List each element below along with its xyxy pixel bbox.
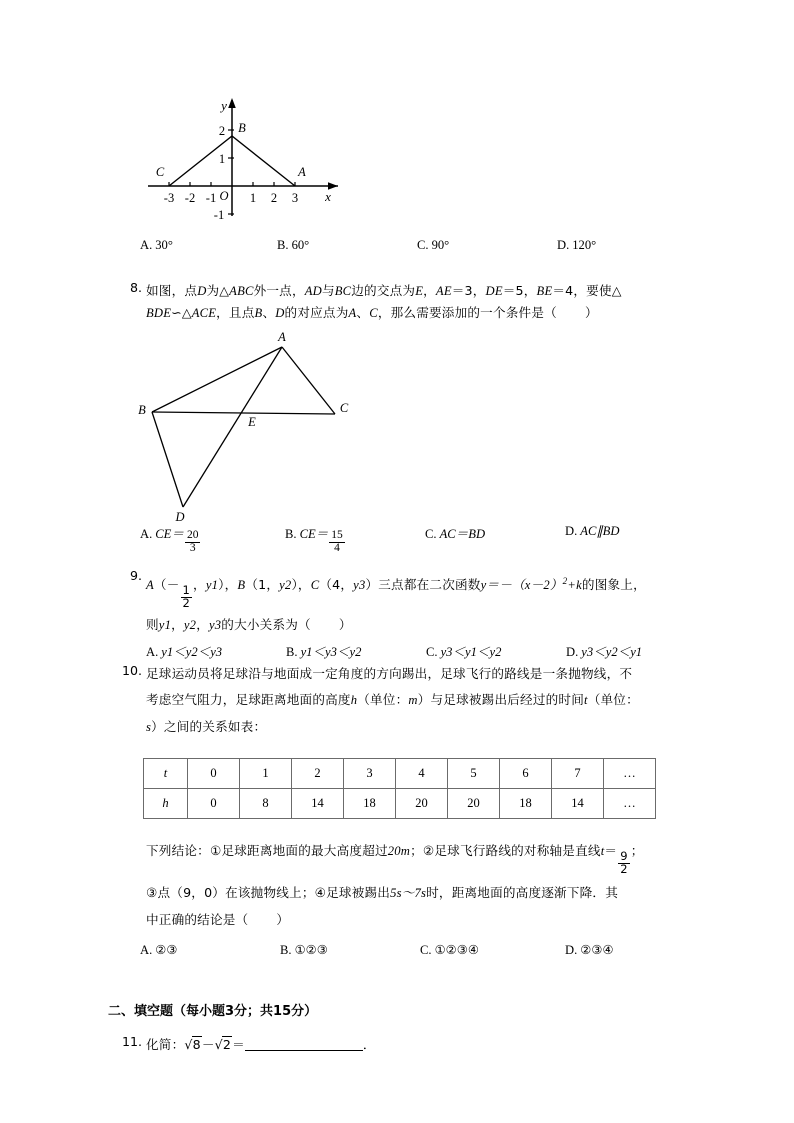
vertex-label-C: C xyxy=(339,401,349,415)
q8-option-c[interactable] xyxy=(425,523,565,542)
q10-l2-c: ）与足球被踢出后经过的时间 xyxy=(417,692,585,707)
q8-option-d-value: AC∥BD xyxy=(580,524,620,538)
q9-comma-1: ， xyxy=(193,577,206,593)
q8-l1-t1: 如图，点 xyxy=(146,283,198,298)
point-label-B: B xyxy=(238,121,246,135)
q8-l1-t3: 外一点， xyxy=(253,283,305,298)
table-cell-t-2: 2 xyxy=(292,759,344,789)
q10-l2-a: 考虑空气阻力，足球距离地面的高度 xyxy=(146,692,351,707)
q10-option-a-value: ②③ xyxy=(155,942,178,957)
q9-options xyxy=(146,641,688,660)
q8-l2-t1: ，且点 xyxy=(216,305,255,320)
q10-concl-c: ③点（9，0）在该抛物线上；④足球被踢出 xyxy=(146,884,391,900)
q8-option-b-label: B. xyxy=(285,527,297,541)
table-cell-h-1: 8 xyxy=(240,789,292,819)
q9-line-2 xyxy=(146,614,688,636)
x-label--2: -2 xyxy=(184,191,196,205)
q10-conclusions xyxy=(146,838,691,930)
q10-body xyxy=(146,663,693,738)
q8-l1-t5: 边的交点为 xyxy=(351,283,416,298)
q9-option-c[interactable] xyxy=(426,641,566,660)
q8-l2-t5: ，那么需要添加的一个条件是（ xyxy=(377,305,557,320)
q9-point-C: C xyxy=(310,578,320,593)
q9-option-b-label: B. xyxy=(286,644,298,659)
table-cell-t-4: 4 xyxy=(396,759,448,789)
q8-number: 8. xyxy=(129,280,142,295)
q8-l2-t6: ） xyxy=(584,305,598,320)
table-cell-t-0: 0 xyxy=(188,759,240,789)
q9-cn-1: 三点都在二次函数 xyxy=(378,577,481,593)
q10-concl-fraction xyxy=(618,851,630,875)
q10-option-a[interactable] xyxy=(140,942,280,958)
q8-l2-tri: △ xyxy=(181,305,192,320)
segment-BD xyxy=(152,412,183,507)
q11-answer-blank[interactable] xyxy=(245,1039,363,1051)
q7-options-row xyxy=(140,238,670,253)
q8-options-row xyxy=(140,523,680,554)
q8-option-b-prefix: CE＝ xyxy=(299,527,329,541)
q8-option-a-label: A. xyxy=(140,527,153,541)
q9-y3: y3 xyxy=(353,578,366,593)
q7-option-a[interactable] xyxy=(140,238,277,253)
q8-option-b-denominator: 4 xyxy=(334,541,340,554)
table-cell-h-2: 14 xyxy=(292,789,344,819)
q10-concl-eq: ＝ xyxy=(604,843,618,858)
q8-l1-ABC: ABC xyxy=(229,284,254,298)
segment-BC xyxy=(152,412,335,414)
triangle-abc-d-svg xyxy=(130,332,400,522)
question-10 xyxy=(108,663,693,738)
table-cell-h-5: 20 xyxy=(448,789,500,819)
segment-AC xyxy=(282,347,335,414)
table-row-t xyxy=(144,759,656,789)
y-axis-label: y xyxy=(221,98,227,113)
q8-l1-BC: BC xyxy=(334,284,352,298)
x-label--3: -3 xyxy=(163,191,175,205)
q10-data-table xyxy=(143,758,656,819)
q10-option-d-label: D. xyxy=(565,943,578,957)
q10-l2-b: （单位： xyxy=(357,692,409,707)
figure-coordinate-plane-q7 xyxy=(130,88,360,233)
q10-option-a-label: A. xyxy=(140,943,153,957)
q8-l2-B: B xyxy=(254,306,263,320)
q8-option-b-fraction xyxy=(329,530,345,554)
q10-concl-line-3 xyxy=(146,909,691,930)
q10-option-c-value: ①②③④ xyxy=(434,942,479,957)
q10-concl-t: t xyxy=(600,844,605,858)
q9-option-a-value: y1＜y2＜y3 xyxy=(161,644,223,659)
q9-y2: y2 xyxy=(279,578,292,593)
table-cell-h-8: … xyxy=(604,789,656,819)
question-8 xyxy=(108,280,688,324)
question-11 xyxy=(108,1034,668,1055)
q9-paren-open: （－ xyxy=(153,577,180,593)
q7-option-b[interactable] xyxy=(277,238,417,253)
q9-l2-a: 则 xyxy=(146,616,159,632)
q9-close-2: ）， xyxy=(291,577,311,593)
table-cell-t-7: 7 xyxy=(552,759,604,789)
q9-l2-c2: ， xyxy=(196,616,209,632)
q9-eq-y: y xyxy=(480,578,487,593)
q8-line-1 xyxy=(146,280,688,302)
q8-l2-D: D xyxy=(275,306,285,320)
q8-l1-BE: BE xyxy=(536,284,553,298)
q9-l2-b: 的大小关系为（ xyxy=(221,616,311,632)
q9-body xyxy=(146,568,688,660)
q9-B-args: （1， xyxy=(245,577,280,593)
q10-concl-d: 时，距离地面的高度逐渐下降．其 xyxy=(426,884,619,900)
q8-l1-t4: 与 xyxy=(321,283,335,298)
q10-l2-d: （单位： xyxy=(587,692,639,707)
q8-l2-ACE: ACE xyxy=(191,306,217,320)
q10-unit-m: m xyxy=(408,693,418,707)
q9-line-1 xyxy=(146,568,688,610)
q8-option-a-prefix: CE＝ xyxy=(155,527,184,541)
q9-option-c-value: y3＜y1＜y2 xyxy=(440,644,502,659)
q9-y1: y1 xyxy=(205,578,219,593)
q7-option-a-value: 30° xyxy=(155,238,173,252)
q8-l2-sim: ∽ xyxy=(171,305,182,320)
q8-l1-t7: ＝3， xyxy=(451,283,486,298)
q8-l2-BDE: BDE xyxy=(146,306,172,320)
q8-option-a-numerator: 20 xyxy=(186,529,199,541)
q11-minus: － xyxy=(201,1037,215,1052)
q7-options xyxy=(140,238,670,253)
q8-option-b-numerator: 15 xyxy=(331,529,343,541)
table-cell-t-1: 1 xyxy=(240,759,292,789)
q11-number: 11. xyxy=(121,1034,142,1049)
q9-l2-y2: y2 xyxy=(183,617,197,632)
q7-option-c-value: 90° xyxy=(431,238,450,252)
q11-radicand-1: 8 xyxy=(192,1037,201,1052)
point-label-A: A xyxy=(298,165,306,179)
table-cell-h-6: 18 xyxy=(500,789,552,819)
x-label-3: 3 xyxy=(291,191,299,205)
table-header-h: h xyxy=(144,789,188,819)
q10-option-b[interactable] xyxy=(280,942,420,958)
q9-exponent: 2 xyxy=(562,576,568,586)
q9-plus-k: +k xyxy=(567,578,582,593)
q8-l2-A: A xyxy=(348,306,357,320)
segment-DA xyxy=(183,347,282,507)
question-9 xyxy=(108,568,688,660)
q9-fraction-half xyxy=(181,585,193,609)
q8-l1-D: D xyxy=(197,284,207,298)
q8-option-c-value: AC＝BD xyxy=(439,527,486,541)
q10-option-d-value: ②③④ xyxy=(580,942,614,957)
table-row-h xyxy=(144,789,656,819)
q8-l1-E: E xyxy=(415,284,424,298)
q9-l2-c: ） xyxy=(338,616,352,632)
q10-option-c-label: C. xyxy=(420,943,432,957)
q8-option-a-denominator: 3 xyxy=(189,541,196,554)
q9-option-a-label: A. xyxy=(146,644,159,659)
q10-concl-5s7s: 5s～7s xyxy=(390,885,427,900)
q9-l2-y1: y1 xyxy=(158,617,172,632)
q10-concl-20m: 20m xyxy=(387,844,411,858)
q10-option-b-value: ①②③ xyxy=(294,942,328,957)
y-label-1: 1 xyxy=(218,152,226,166)
q9-point-B: B xyxy=(237,578,246,593)
q11-radical-2 xyxy=(215,1037,232,1052)
x-axis-label: x xyxy=(325,189,331,204)
q11-body xyxy=(146,1034,668,1055)
q10-var-h: h xyxy=(350,693,358,707)
q8-options xyxy=(140,523,680,554)
q8-l2-t4: 、 xyxy=(356,305,370,320)
q11-equals: ＝ xyxy=(232,1037,245,1052)
q7-option-b-value: 60° xyxy=(291,238,310,252)
q7-option-c[interactable] xyxy=(417,238,557,253)
q7-option-a-label: A. xyxy=(140,238,153,252)
q10-concl-line-1 xyxy=(146,838,691,876)
q10-line-2 xyxy=(146,689,693,711)
q9-point-A: A xyxy=(146,578,154,593)
y-label--1: -1 xyxy=(213,208,225,222)
table-cell-h-0: 0 xyxy=(188,789,240,819)
q11-suffix: ． xyxy=(362,1037,376,1052)
q8-l2-C: C xyxy=(369,306,378,320)
q9-number: 9. xyxy=(129,568,142,583)
q8-l1-t8: ＝5， xyxy=(502,283,537,298)
q9-option-d[interactable] xyxy=(566,641,642,660)
q10-unit-s: s xyxy=(146,720,152,734)
q9-l2-c1: ， xyxy=(171,616,184,632)
point-label-C: C xyxy=(155,165,165,179)
vertex-label-A: A xyxy=(278,332,286,344)
q10-option-b-label: B. xyxy=(280,943,292,957)
x-label-1: 1 xyxy=(249,191,257,205)
q10-concl-f: ） xyxy=(276,911,290,927)
q8-l1-t6: ， xyxy=(423,283,436,298)
q8-option-d-label: D. xyxy=(565,524,578,538)
q9-option-d-label: D. xyxy=(566,644,579,659)
q8-l2-t3: 的对应点为 xyxy=(284,305,349,320)
table-header-t: t xyxy=(144,759,188,789)
q10-option-d[interactable] xyxy=(565,942,614,958)
table-cell-h-3: 18 xyxy=(344,789,396,819)
table-cell-h-7: 14 xyxy=(552,789,604,819)
q10-l3-b: ）之间的关系如表： xyxy=(151,719,267,734)
y-axis-arrow xyxy=(228,98,236,108)
q10-data-table-wrapper xyxy=(143,758,656,819)
q7-option-d-value: 120° xyxy=(572,238,597,252)
vertex-label-E: E xyxy=(248,415,256,429)
figure-triangle-q8 xyxy=(130,332,400,522)
q11-line xyxy=(146,1034,668,1055)
q10-option-c[interactable] xyxy=(420,942,565,958)
q10-concl-b: ；②足球飞行路线的对称轴是直线 xyxy=(410,843,601,858)
q9-cn-2: 的图象上， xyxy=(581,577,646,593)
q10-options xyxy=(140,942,685,958)
q8-l1-t2: 为△ xyxy=(206,283,230,298)
table-cell-h-4: 20 xyxy=(396,789,448,819)
q9-l2-y3: y3 xyxy=(208,617,222,632)
q8-option-a[interactable] xyxy=(140,523,285,554)
x-label-2: 2 xyxy=(270,191,278,205)
q8-option-c-label: C. xyxy=(425,527,437,541)
vertex-label-B: B xyxy=(138,403,146,417)
q9-eq-rest: ＝－（x－2） xyxy=(486,578,563,593)
q11-radicand-2: 2 xyxy=(222,1037,232,1052)
q8-l1-AD: AD xyxy=(304,284,322,298)
q10-line-3 xyxy=(146,716,693,738)
q9-option-b-value: y1＜y3＜y2 xyxy=(300,644,362,659)
q9-close-1: ）， xyxy=(218,577,238,593)
q9-option-a[interactable] xyxy=(146,641,286,660)
q9-option-b[interactable] xyxy=(286,641,426,660)
q8-option-a-fraction xyxy=(185,530,201,554)
q8-option-d[interactable] xyxy=(565,523,619,539)
q10-concl-semi: ； xyxy=(630,843,644,858)
q10-concl-frac-num: 9 xyxy=(620,849,628,864)
y-label-2: 2 xyxy=(218,124,226,138)
q7-option-b-label: B. xyxy=(277,238,289,252)
radical-symbol-1: √ xyxy=(184,1037,193,1052)
x-label--1: -1 xyxy=(205,191,217,205)
table-cell-t-5: 5 xyxy=(448,759,500,789)
q9-C-args: （4， xyxy=(319,577,354,593)
q7-option-c-label: C. xyxy=(417,238,429,252)
q10-concl-frac-den: 2 xyxy=(620,861,628,876)
table-cell-t-8: … xyxy=(604,759,656,789)
q9-option-d-value: y3＜y2＜y1 xyxy=(581,644,643,659)
q10-concl-e: 中正确的结论是（ xyxy=(146,911,249,927)
q7-option-d[interactable] xyxy=(557,238,596,253)
q8-l2-t2: 、 xyxy=(262,305,276,320)
q8-l1-AE: AE xyxy=(435,284,452,298)
q11-prefix: 化简： xyxy=(146,1037,185,1052)
q10-var-t: t xyxy=(584,693,588,707)
table-cell-t-3: 3 xyxy=(344,759,396,789)
q10-options-row xyxy=(140,942,685,958)
q8-l1-t9: ＝4，要使△ xyxy=(552,283,622,298)
origin-label: O xyxy=(219,189,229,203)
table-cell-t-6: 6 xyxy=(500,759,552,789)
q7-option-d-label: D. xyxy=(557,238,570,252)
q9-frac-numerator: 1 xyxy=(182,583,191,598)
q10-concl-a: 下列结论：①足球距离地面的最大高度超过 xyxy=(146,843,388,858)
q9-frac-denominator: 2 xyxy=(182,596,191,611)
vertex-label-D: D xyxy=(175,510,185,522)
q9-option-c-label: C. xyxy=(426,644,438,659)
q10-number: 10. xyxy=(121,663,142,678)
q10-line-1: 足球运动员将足球沿与地面成一定角度的方向踢出，足球飞行的路线是一条抛物线，不 xyxy=(146,666,633,681)
q10-concl-line-2 xyxy=(146,882,691,904)
q9-close-3: ） xyxy=(365,577,379,593)
q8-l1-DE: DE xyxy=(485,284,503,298)
q8-line-2 xyxy=(146,302,688,324)
q8-option-b[interactable] xyxy=(285,523,425,554)
coordinate-plane-svg xyxy=(130,88,360,233)
q8-body xyxy=(146,280,688,324)
q11-radical-8 xyxy=(184,1037,201,1052)
section-2-heading: 二、填空题（每小题3分；共15分） xyxy=(108,1004,318,1019)
radical-symbol-2: √ xyxy=(214,1037,223,1052)
